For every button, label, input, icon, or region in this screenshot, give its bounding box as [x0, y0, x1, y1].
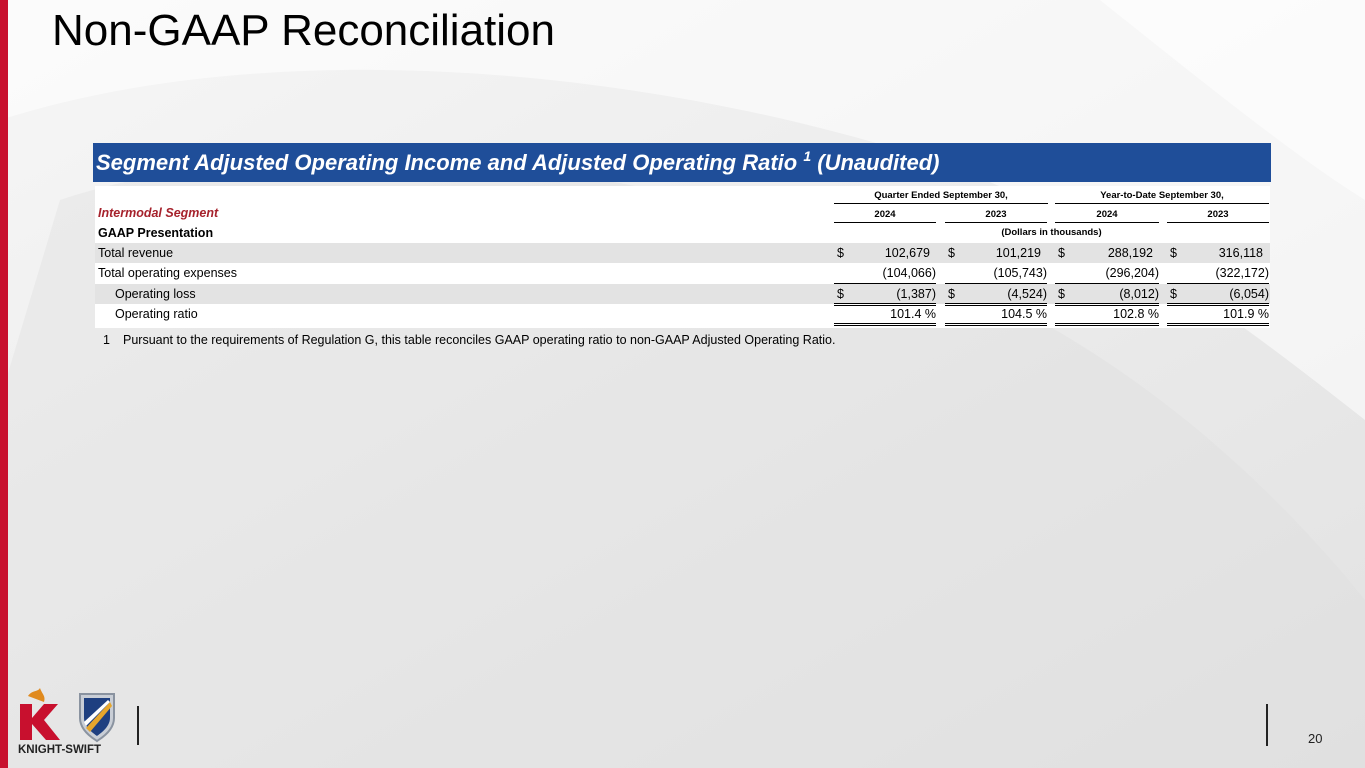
table-row	[95, 284, 1270, 304]
dollar-sign: $	[1058, 246, 1065, 260]
knight-swift-logo	[18, 688, 128, 758]
dollar-sign: $	[948, 246, 955, 260]
footnote	[103, 333, 835, 347]
dollar-sign: $	[1170, 246, 1177, 260]
year-header: 2024	[1096, 209, 1118, 220]
total-double-rule	[834, 323, 936, 326]
value-cell: 101.4 %	[890, 307, 936, 321]
dollar-sign: $	[1058, 287, 1065, 301]
value-cell: 288,192	[1107, 246, 1153, 260]
table-row	[95, 304, 1270, 324]
row-label: Total revenue	[98, 246, 174, 260]
footer-divider	[1266, 704, 1268, 746]
year-header: 2023	[985, 209, 1007, 220]
row-label: Total operating expenses	[98, 266, 237, 280]
table-banner	[93, 143, 1271, 182]
value-cell: (322,172)	[1215, 266, 1269, 280]
year-header: 2024	[874, 209, 896, 220]
table-row	[95, 243, 1270, 263]
banner-suffix: (Unaudited)	[817, 150, 940, 175]
accent-bar	[0, 0, 8, 768]
value-cell: (104,066)	[882, 266, 936, 280]
value-cell: (4,524)	[1007, 287, 1047, 301]
value-cell: (1,387)	[896, 287, 936, 301]
units-note: (Dollars in thousands)	[1001, 227, 1102, 238]
total-double-rule	[1055, 323, 1159, 326]
footnote-text: Pursuant to the requirements of Regulation G, this table reconciles GAAP operating ratio to non-GAAP Adjusted Operating Ratio.	[123, 333, 836, 347]
banner-title: Segment Adjusted Operating Income and Adjusted Operating Ratio	[96, 150, 798, 175]
segment-label: Intermodal Segment	[98, 206, 219, 220]
table-row	[95, 263, 1270, 283]
brand-name: KNIGHT-SWIFT	[18, 744, 102, 756]
value-cell: 102,679	[884, 246, 930, 260]
value-cell: 101.9 %	[1223, 307, 1269, 321]
footer-divider	[137, 706, 139, 745]
reconciliation-table	[95, 186, 1270, 328]
value-cell: (105,743)	[993, 266, 1047, 280]
row-label: Operating ratio	[115, 307, 198, 321]
value-cell: 101,219	[995, 246, 1041, 260]
dollar-sign: $	[1170, 287, 1177, 301]
header-quarter: Quarter Ended September 30,	[874, 190, 1008, 201]
footnote-number: 1	[103, 333, 110, 347]
section-row	[95, 223, 1270, 243]
section-label: GAAP Presentation	[98, 226, 214, 240]
value-cell: (6,054)	[1229, 287, 1269, 301]
total-double-rule	[1167, 323, 1269, 326]
value-cell: (296,204)	[1105, 266, 1159, 280]
total-double-rule	[945, 323, 1047, 326]
dollar-sign: $	[837, 246, 844, 260]
value-cell: 102.8 %	[1113, 307, 1159, 321]
row-label: Operating loss	[115, 287, 196, 301]
value-cell: 104.5 %	[1001, 307, 1047, 321]
header-ytd: Year-to-Date September 30,	[1100, 190, 1224, 201]
dollar-sign: $	[837, 287, 844, 301]
year-header: 2023	[1207, 209, 1229, 220]
dollar-sign: $	[948, 287, 955, 301]
value-cell: 316,118	[1218, 246, 1263, 260]
value-cell: (8,012)	[1119, 287, 1159, 301]
banner-footnote-ref: 1	[803, 148, 812, 164]
slide-title: Non-GAAP Reconciliation	[52, 6, 555, 55]
page-number: 20	[1308, 731, 1323, 746]
